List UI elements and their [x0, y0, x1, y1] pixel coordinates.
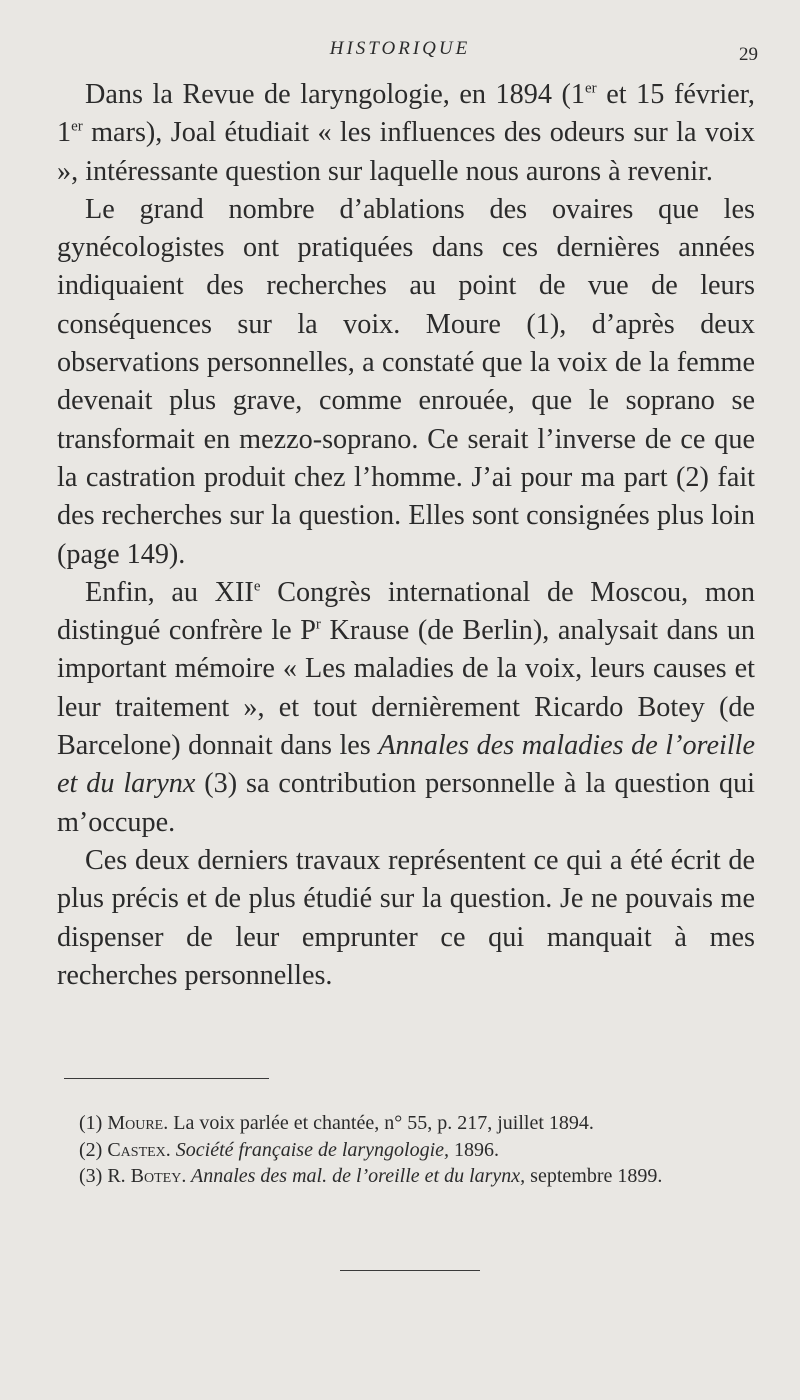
running-header: [0, 38, 800, 68]
paragraph-3-part-c: Krause (de Berlin), analysait dans un important mémoire « Les maladies de la voix, leurs causes et leur traitement », et tout dernièrement Ricardo Botey (de Barcelone) donnait dans les: [57, 615, 756, 762]
footnote-text: 1896.: [449, 1138, 500, 1161]
end-rule: [340, 1270, 480, 1271]
footnote-1: [57, 1110, 755, 1137]
footnote-italic-title: Société française de laryngologie,: [170, 1138, 450, 1161]
footnotes: [57, 1110, 755, 1190]
paragraph-2: Le grand nombre d’ablations des ovaires que les gynécologistes ont pratiquées dans ces dernières années indiquaient des recherches au point de vue de leurs conséquences sur la voix. Moure (1), d’après deux observations personnelles, a constaté que la voix de la femme devenait plus grave, comme enrouée, que le soprano se transformait en mezzo-soprano. Ce serait l’inverse de ce que la castration produit chez l’homme. J’ai pour ma part (2) fait des recherches sur la question. Elles sont consignées plus loin (page 149).: [57, 193, 755, 570]
journal-title-italic: Annales des maladies de l’oreille et du larynx: [57, 730, 755, 800]
footnote-marker: (2): [79, 1138, 103, 1161]
paragraph-3-part-b: Congrès international de Moscou, mon distingué confrère le P: [57, 576, 755, 647]
paragraph-3: [57, 574, 755, 842]
paragraph-1: [57, 76, 755, 191]
footnote-2: [57, 1137, 755, 1164]
footnote-italic-title: Annales des mal. de l’oreille et du larynx,: [186, 1165, 526, 1187]
main-text: [57, 76, 755, 995]
paragraph-1-part-b: et 15 février, 1: [57, 79, 755, 149]
paragraph-1-part-a: Dans la Revue de laryngologie, en 1894 (1: [85, 79, 585, 110]
page-number: 29: [739, 44, 758, 65]
paragraph-3-part-a: Enfin, au XII: [85, 576, 254, 608]
footnote-text: septembre 1899.: [525, 1165, 663, 1187]
footnote-author: Botey.: [130, 1165, 187, 1187]
footnote-3: [57, 1163, 755, 1190]
footnote-prefix: R.: [102, 1165, 131, 1187]
superscript-r: r: [315, 616, 321, 633]
paragraph-3-part-d: (3) sa contribution personnelle à la question qui m’occupe.: [57, 768, 755, 838]
superscript-er-2: er: [71, 118, 83, 135]
footnote-author: Castex.: [107, 1138, 171, 1161]
paragraph-4: Ces deux derniers travaux représentent ce qui a été écrit de plus précis et de plus étudié sur la question. Je ne pouvais me dispenser de leur emprunter ce qui manquait à mes recherches personnelles.: [57, 844, 755, 991]
superscript-er-1: er: [585, 80, 597, 97]
superscript-e: e: [253, 578, 261, 595]
running-title: HISTORIQUE: [329, 38, 471, 59]
paragraph-1-part-c: mars), Joal étudiait « les influences des odeurs sur la voix », intéressante question sur laquelle nous aurons à revenir.: [57, 117, 755, 187]
footnote-marker: (1): [79, 1112, 103, 1134]
footnote-text: La voix parlée et chantée, n° 55, p. 217, juillet 1894.: [168, 1112, 594, 1134]
footnote-marker: (3): [79, 1165, 103, 1187]
footnote-separator-rule: [64, 1078, 269, 1079]
footnote-author: Moure.: [107, 1112, 169, 1134]
